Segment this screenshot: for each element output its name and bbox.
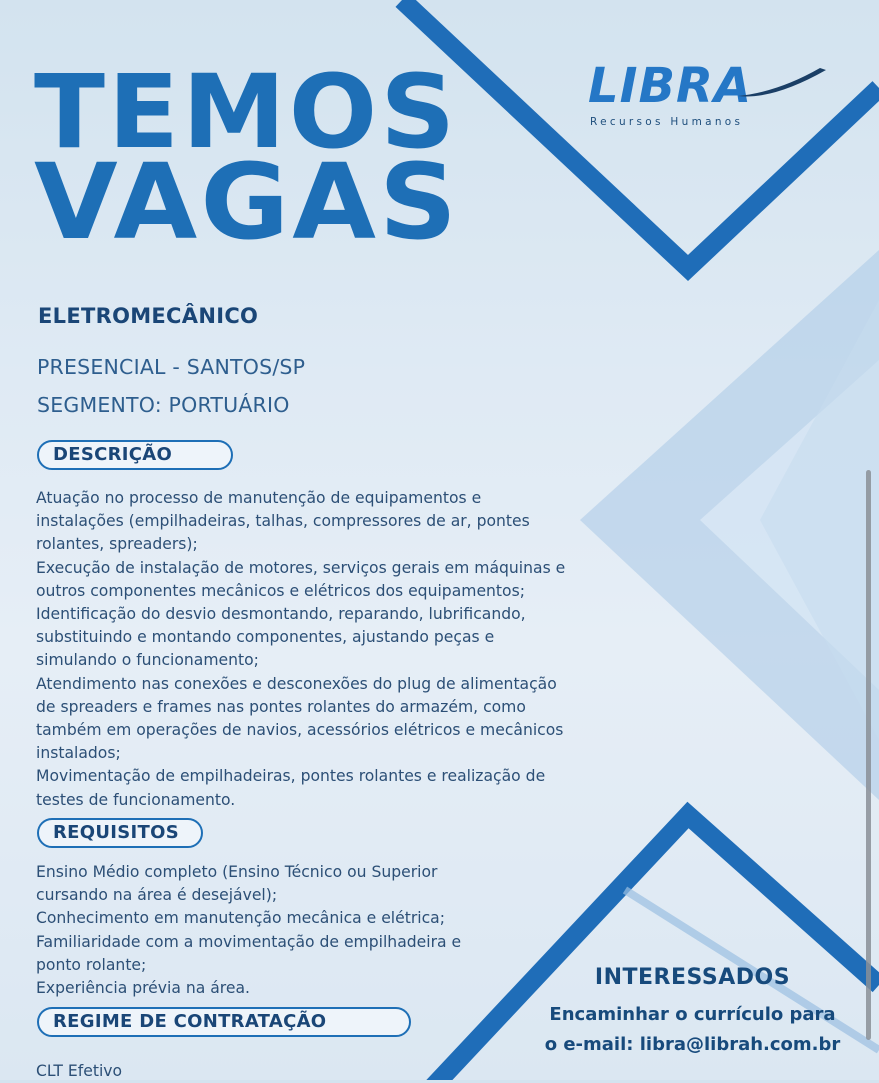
- job-location: PRESENCIAL - SANTOS/SP: [37, 355, 306, 379]
- top-chevron-shape: [402, 0, 879, 268]
- requirement-line: cursando na área é desejável);: [36, 886, 278, 905]
- description-line: Execução de instalação de motores, serviços gerais em máquinas e: [36, 558, 566, 577]
- description-line: substituindo e montando componentes, ajustando peças e: [36, 628, 495, 647]
- contract-heading: REGIME DE CONTRATAÇÃO: [37, 1007, 411, 1037]
- job-title: ELETROMECÂNICO: [38, 304, 259, 328]
- contact-title: INTERESSADOS: [594, 965, 791, 990]
- requirements-list: [36, 861, 516, 1000]
- description-line: também em operações de navios, acessórios elétricos e mecânicos: [36, 721, 564, 740]
- contact-line-1: Encaminhar o currículo para: [549, 1004, 836, 1025]
- description-line: simulando o funcionamento;: [36, 651, 259, 670]
- description-line: Movimentação de empilhadeiras, pontes rolantes e realização de: [36, 767, 546, 786]
- description-line: rolantes, spreaders);: [36, 535, 198, 554]
- description-line: Identificação do desvio desmontando, reparando, lubrificando,: [36, 605, 526, 624]
- requirement-line: Conhecimento em manutenção mecânica e elétrica;: [36, 909, 445, 928]
- contact-line-2: o e-mail: libra@librah.com.br: [544, 1034, 841, 1055]
- logo-wordmark: LIBRA: [588, 58, 753, 114]
- requirements-heading: REQUISITOS: [37, 818, 203, 848]
- description-line: outros componentes mecânicos e elétricos dos equipamentos;: [36, 581, 525, 600]
- contract-value: CLT Efetivo: [36, 1062, 123, 1080]
- description-line: testes de funcionamento.: [36, 790, 236, 809]
- requirement-line: Experiência prévia na área.: [36, 979, 250, 998]
- requirement-line: Familiaridade com a movimentação de empilhadeira e: [36, 932, 462, 951]
- description-line: Atendimento nas conexões e desconexões do plug de alimentação: [36, 674, 557, 693]
- scrollbar[interactable]: [866, 470, 871, 1040]
- headline-line-2: VAGAS: [34, 141, 461, 263]
- headline-line-1: TEMOS: [34, 53, 459, 172]
- requirement-line: Ensino Médio completo (Ensino Técnico ou Superior: [36, 863, 438, 881]
- logo-subtitle: Recursos Humanos: [590, 116, 744, 128]
- description-line: instalados;: [36, 744, 121, 763]
- description-heading: DESCRIÇÃO: [37, 440, 233, 470]
- description-line: de spreaders e frames nas pontes rolantes do armazém, como: [36, 697, 526, 716]
- description-line: instalações (empilhadeiras, talhas, compressores de ar, pontes: [36, 512, 530, 531]
- job-segment: SEGMENTO: PORTUÁRIO: [37, 393, 290, 417]
- requirement-line: ponto rolante;: [36, 955, 147, 974]
- description-line: Atuação no processo de manutenção de equipamentos e: [36, 489, 482, 507]
- description-list: [36, 487, 596, 812]
- logo-swoosh-icon: [728, 66, 828, 106]
- libra-logo: [588, 58, 833, 134]
